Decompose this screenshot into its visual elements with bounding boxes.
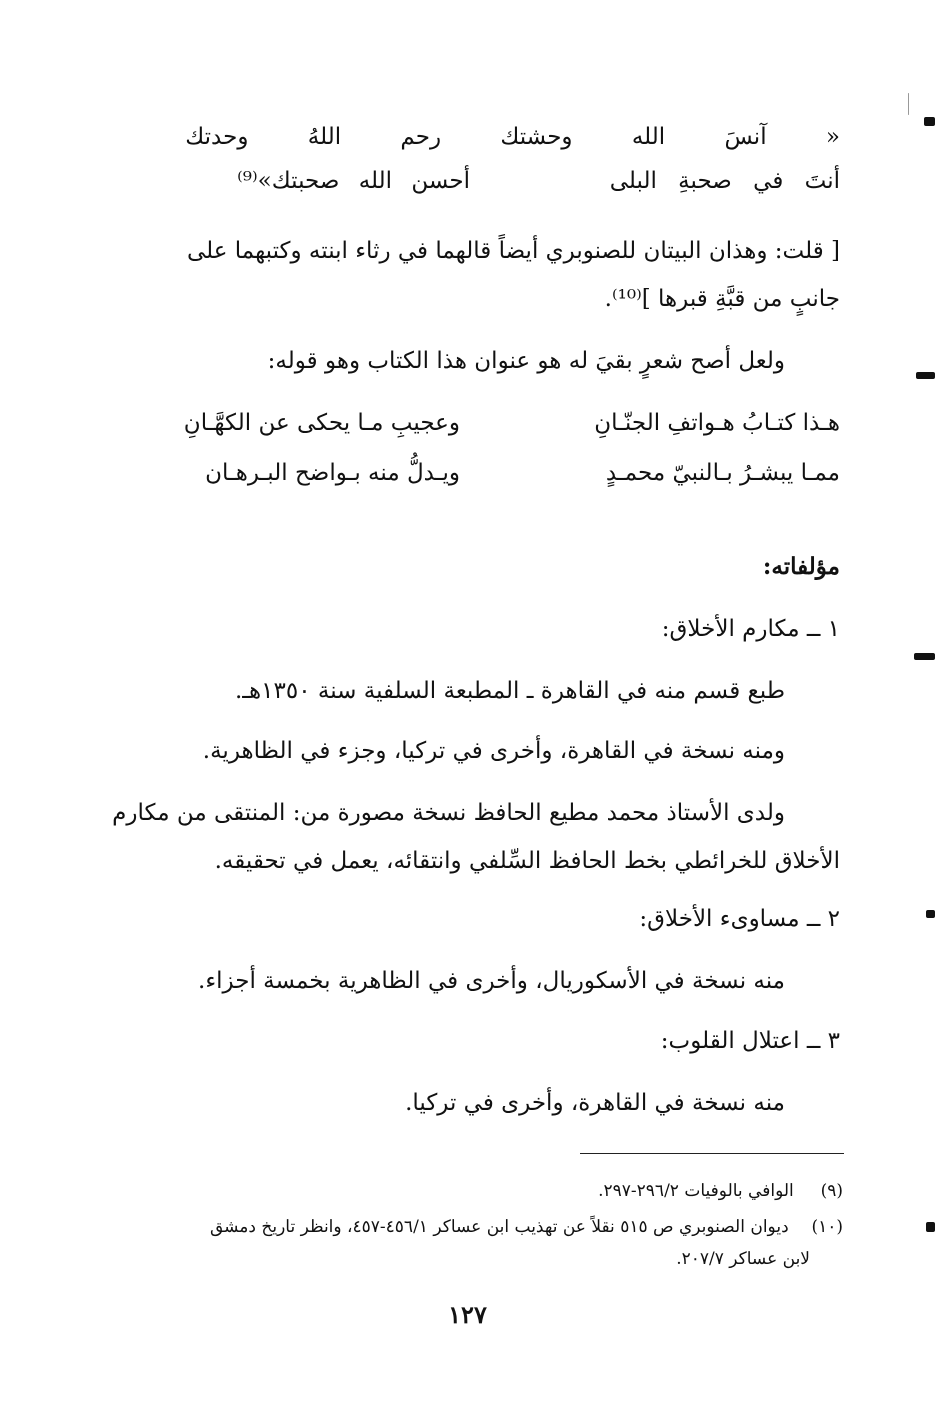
footnote-10-text: ديوان الصنوبري ص ٥١٥ نقلاً عن تهذيب ابن عساكر ٤٥٦/١-٤٥٧، وانظر تاريخ دمشق [209,1217,789,1237]
poem1-line2-hemistich-left: أحسن الله صحبتك»⁽⁹⁾ [237,168,470,194]
work1-line4: الأخلاق للخرائطي بخط الحافظ السِّلفي وانتقائه، يعمل في تحقيقه. [214,848,840,874]
page-number: ١٢٧ [448,1300,487,1329]
work1-line1: طبع قسم منه في القاهرة ـ المطبعة السلفية سنة ١٣٥٠هـ. [234,678,785,704]
para1-line1: [ قلت: وهذان البيتان للصنوبري أيضاً قالهما في رثاء ابنته وكتبهما على [186,238,840,264]
poem1-line2-hemistich-right: أنتَ في صحبةِ البلى [609,168,840,194]
scan-mark [916,372,935,379]
poem1-line2-left [237,168,470,194]
work2-heading: ٢ ــ مساوىء الأخلاق: [639,906,840,932]
work3-line1: منه نسخة في القاهرة، وأخرى في تركيا. [405,1090,785,1116]
poem1-line1-text: « آنسَ الله وحشتك رحم اللهُ وحدتك [185,124,840,150]
poem1-line2-right [610,168,840,194]
work2-line1: منه نسخة في الأسكوريال، وأخرى في الظاهرية بخمسة أجزاء. [198,968,785,994]
para1-line2: جانبٍ من قبَّةِ قبرها ]⁽¹⁰⁾. [604,286,840,312]
footnote-10-number: (١٠) [811,1217,843,1237]
scan-mark [908,93,909,115]
scan-mark [914,653,935,660]
poem2-line1-left: وعجيبِ مـا يحكى عن الكهَّـانِ [183,410,460,436]
footnote-rule [580,1153,844,1154]
footnote-9 [598,1178,843,1204]
section-title: مؤلفاته: [762,553,840,580]
footnote-10 [210,1214,843,1240]
para2: ولعل أصح شعرٍ بقيَ له هو عنوان هذا الكتاب وهو قوله: [267,348,785,374]
poem2-line1-right: هـذا كتـابُ هـواتفِ الجنّـانِ [594,410,840,436]
work1-heading: ١ ــ مكارم الأخلاق: [661,616,840,642]
scan-mark [926,1222,935,1232]
poem2-line2-left: ويـدلُّ منه بـواضح البـرهـان [205,460,460,486]
poem2-line2-right: ممـا يبشـرُ بـالنبيّ محمـدٍ [605,460,840,486]
footnote-9-number: (٩) [820,1181,843,1201]
poem1-line1 [185,124,840,150]
work1-line3: ولدى الأستاذ محمد مطيع الحافظ نسخة مصورة من: المنتقى من مكارم [112,800,785,826]
work1-line2: ومنه نسخة في القاهرة، وأخرى في تركيا، وجزء في الظاهرية. [202,738,785,764]
footnote-9-text: الوافي بالوفيات ٢٩٦/٢-٢٩٧. [598,1181,794,1201]
work3-heading: ٣ ــ اعتلال القلوب: [660,1028,840,1054]
footnote-10-continuation: لابن عساكر ٢٠٧/٧. [676,1249,810,1269]
scan-mark [924,117,935,126]
scan-mark [926,910,935,918]
